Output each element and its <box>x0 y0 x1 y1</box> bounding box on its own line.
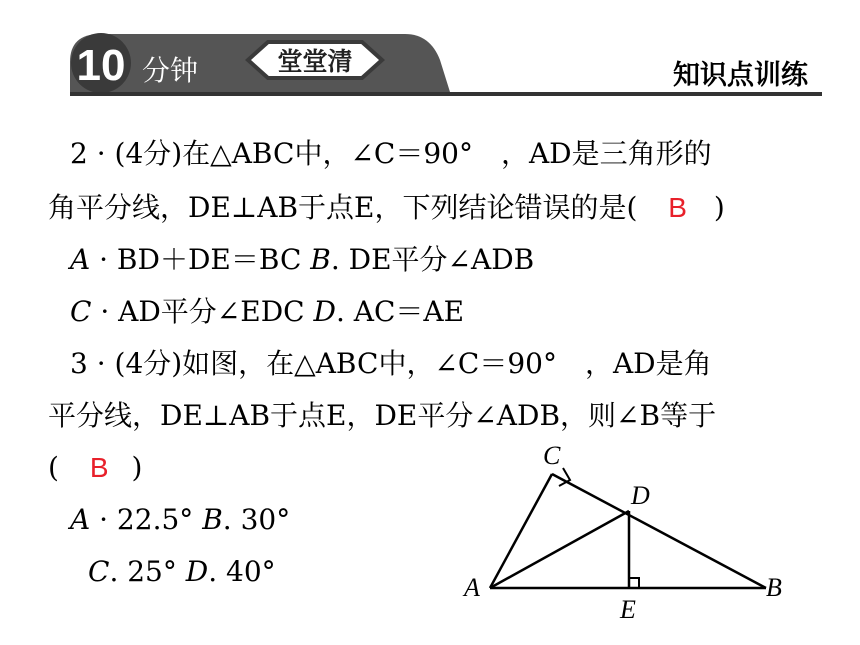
q2-options-row1 <box>70 242 534 278</box>
q2-option-d-text: . AC＝AE <box>335 295 465 328</box>
q3-option-c-letter: C <box>88 555 110 588</box>
q2-stem-line1: 2 · (4分)在△ABC中，∠C＝90° ，AD是三角形的 <box>70 137 712 170</box>
right-angle-mark-e <box>629 578 639 588</box>
q3-option-a-letter: A <box>70 503 91 536</box>
label-e: E <box>620 595 636 624</box>
q3-option-d-text: . 40° <box>208 555 276 588</box>
triangle-figure <box>450 438 800 628</box>
q2-options-row2 <box>70 294 464 330</box>
q2-option-a-text: · BD＋DE＝BC <box>90 243 311 276</box>
q2-option-b-text: . DE平分∠ADB <box>330 243 535 276</box>
q3-option-d-letter: D <box>185 555 209 588</box>
q3-stem-line2: 平分线，DE⊥AB于点E，DE平分∠ADB，则∠B等于 <box>48 399 717 432</box>
q3-option-b-letter: B <box>202 503 223 536</box>
q3-option-a-text: · 22.5° <box>90 503 203 536</box>
q2-answer: B <box>668 192 687 223</box>
q2-close-paren: ) <box>713 191 725 224</box>
q3-answer: B <box>89 452 109 483</box>
header-rule <box>70 92 822 96</box>
q2-option-b-letter: B <box>310 243 331 276</box>
q2-option-c-letter: C <box>70 295 92 328</box>
q3-options-row1 <box>70 502 290 538</box>
section-title: 知识点训练 <box>673 60 808 91</box>
q3-options-row2 <box>88 554 276 590</box>
minutes-label: 分钟 <box>142 54 199 87</box>
q3-stem-line1: 3 · (4分)如图，在△ABC中，∠C＝90° ，AD是角 <box>70 347 712 380</box>
q3-option-c-text: . 25° <box>109 555 186 588</box>
label-a: A <box>464 573 480 602</box>
q3-option-b-text: . 30° <box>222 503 291 536</box>
q2-option-a-letter: A <box>70 243 91 276</box>
q2-stem-text: 角平分线，DE⊥AB于点E，下列结论错误的是( <box>48 191 638 224</box>
header-banner <box>0 0 860 110</box>
q2-stem-line2 <box>48 190 725 226</box>
q3-open-paren: ( <box>48 451 59 484</box>
label-b: B <box>766 573 782 602</box>
banner-label: 堂堂清 <box>277 47 353 76</box>
q2-option-c-text: · AD平分∠EDC <box>91 295 314 328</box>
label-d: D <box>631 481 650 510</box>
label-c: C <box>543 441 561 470</box>
segment-cb <box>552 474 766 588</box>
q3-answer-row <box>48 450 142 486</box>
badge-number: 10 <box>76 41 126 90</box>
q3-close-paren: ) <box>131 451 143 484</box>
q2-option-d-letter: D <box>313 295 336 328</box>
